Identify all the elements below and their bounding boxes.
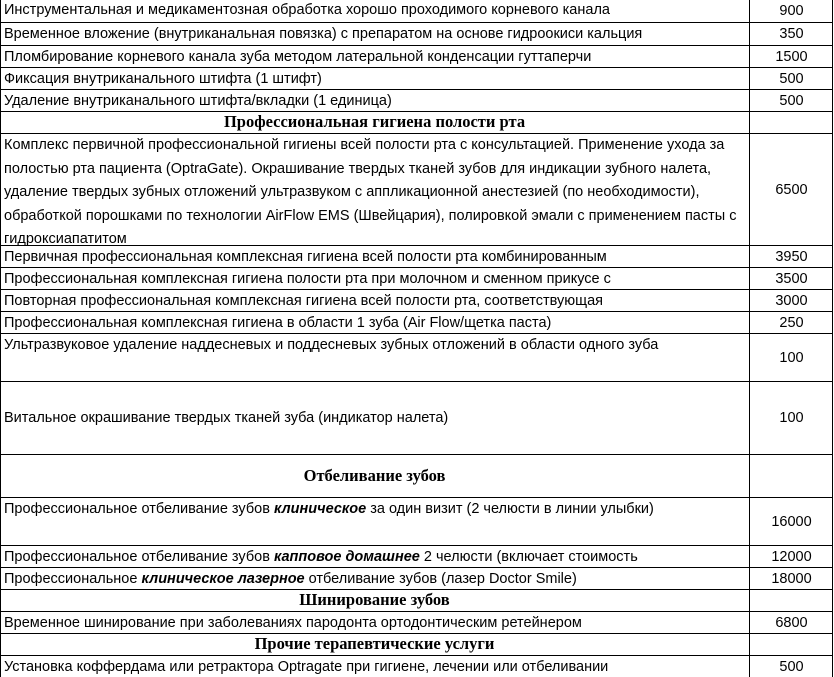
service-price: 16000 xyxy=(749,498,833,545)
section-price-cell xyxy=(749,112,833,133)
service-price: 500 xyxy=(749,656,833,677)
service-name: Профессиональная комплексная гигиена в области 1 зуба (Air Flow/щетка паста) xyxy=(4,315,552,331)
section-header-row xyxy=(0,455,833,497)
table-row xyxy=(0,268,833,289)
table-row xyxy=(0,0,833,22)
section-title: Отбеливание зубов xyxy=(303,465,446,485)
table-row xyxy=(0,612,833,633)
service-name: Комплекс первичной профессиональной гигиены всей полости рта с консультацией. Применение ухода за полостью рта пациента (OptraGate). Окрашивание твердых тканей зубов для индикации зубного налета, удаление твердых зубных отложений ультразвуком с аппликационной анестезией (по необходимости), обработкой порошками по технологии AirFlow EMS (Швейцария), полировкой эмали с применением пасты с гидроксиапатитом xyxy=(4,137,737,245)
service-name: Установка коффердама или ретрактора Optragate при гигиене, лечении или отбеливании xyxy=(4,659,609,675)
table-row xyxy=(0,546,833,567)
service-name: Повторная профессиональная комплексная гигиена всей полости рта, соответствующая xyxy=(4,293,604,309)
table-row xyxy=(0,498,833,545)
service-price: 500 xyxy=(749,90,833,111)
whitening-type: клиническое xyxy=(273,501,367,517)
table-row xyxy=(0,23,833,45)
service-name: Временное шинирование при заболеваниях пародонта ортодонтическим ретейнером xyxy=(4,615,582,631)
table-row xyxy=(0,568,833,589)
whitening-type: клиническое лазерное xyxy=(141,571,305,587)
table-row xyxy=(0,334,833,381)
service-name: Профессиональное отбеливание зубов клиническое за один визит (2 челюсти в линии улыбки) xyxy=(4,501,654,517)
service-price: 6800 xyxy=(749,612,833,633)
section-header-row xyxy=(0,634,833,655)
service-name: Временное вложение (внутриканальная повязка) с препаратом на основе гидроокиси кальция xyxy=(4,26,643,42)
section-price-cell xyxy=(749,590,833,611)
section-title: Профессиональная гигиена полости рта xyxy=(223,112,526,132)
service-price: 900 xyxy=(749,0,833,22)
table-row xyxy=(0,68,833,89)
service-price: 100 xyxy=(749,382,833,454)
service-price: 250 xyxy=(749,312,833,333)
table-row xyxy=(0,290,833,311)
service-name: Первичная профессиональная комплексная гигиена всей полости рта комбинированным xyxy=(4,249,607,265)
service-price: 3500 xyxy=(749,268,833,289)
service-name: Ультразвуковое удаление наддесневых и поддесневых зубных отложений в области одного зуба xyxy=(4,337,659,353)
section-price-cell xyxy=(749,455,833,497)
table-row xyxy=(0,90,833,111)
section-header-row xyxy=(0,590,833,611)
service-price: 12000 xyxy=(749,546,833,567)
service-name: Пломбирование корневого канала зуба методом латеральной конденсации гуттаперчи xyxy=(4,49,592,65)
table-row xyxy=(0,382,833,454)
service-price: 6500 xyxy=(749,134,833,245)
section-title: Шинирование зубов xyxy=(299,590,450,610)
service-name: Удаление внутриканального штифта/вкладки (1 единица) xyxy=(4,93,392,109)
service-price: 350 xyxy=(749,23,833,45)
service-price: 100 xyxy=(749,334,833,381)
table-row xyxy=(0,656,833,677)
service-name: Инструментальная и медикаментозная обработка хорошо проходимого корневого канала xyxy=(4,2,610,18)
service-price: 18000 xyxy=(749,568,833,589)
service-name: Профессиональное клиническое лазерное отбеливание зубов (лазер Doctor Smile) xyxy=(4,571,577,587)
table-row xyxy=(0,246,833,267)
service-price: 500 xyxy=(749,68,833,89)
service-name: Профессиональное отбеливание зубов капповое домашнее 2 челюсти (включает стоимость xyxy=(4,549,638,565)
whitening-type: капповое домашнее xyxy=(273,549,420,565)
service-price: 3950 xyxy=(749,246,833,267)
service-price: 3000 xyxy=(749,290,833,311)
section-title: Прочие терапевтические услуги xyxy=(254,634,495,654)
service-price: 1500 xyxy=(749,46,833,67)
section-price-cell xyxy=(749,634,833,655)
table-row xyxy=(0,46,833,67)
service-name: Витальное окрашивание твердых тканей зуба (индикатор налета) xyxy=(4,409,449,426)
table-row xyxy=(0,134,833,245)
service-name: Фиксация внутриканального штифта (1 штифт) xyxy=(4,71,322,87)
section-header-row xyxy=(0,112,833,133)
service-name: Профессиональная комплексная гигиена полости рта при молочном и сменном прикусе с xyxy=(4,271,611,287)
table-row xyxy=(0,312,833,333)
